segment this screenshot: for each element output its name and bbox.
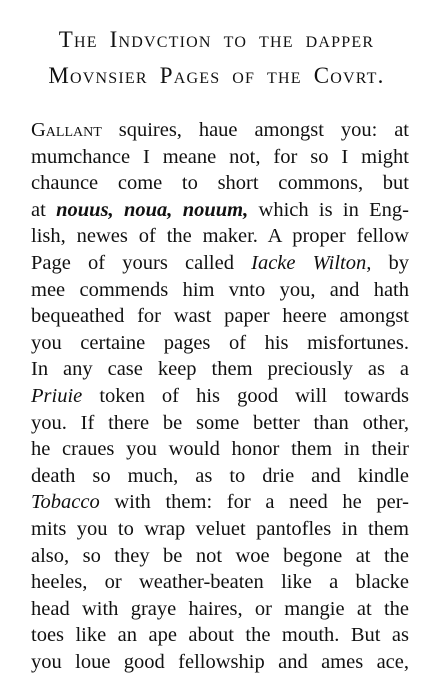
body-text [31, 117, 409, 675]
text-line-5: lish, newes of the maker. A proper fellow [31, 225, 409, 248]
text-line-9: you certaine pages of his misfortunes. [31, 331, 409, 354]
gallant-small-caps: Gallant [31, 119, 102, 141]
text-line-4: at nouus, noua, nouum, which is in Eng- [31, 198, 410, 221]
text-line-13: he craues you would honor them in their [31, 438, 409, 461]
text-line-6: Page of yours called Iacke Wilton, by [31, 251, 410, 274]
text-line-7: mee commends him vnto you, and hath [31, 278, 409, 301]
text-line-15: Tobacco with them: for a need he per- [31, 491, 409, 514]
latin-phrase: nouus, noua, nouum, [56, 198, 249, 221]
word-tobacco: Tobacco [31, 491, 100, 514]
text-line-16: mits you to wrap veluet pantofles in them [31, 517, 409, 540]
text-line-11: Priuie token of his good will towards [31, 384, 409, 407]
text-line-1: Gallant squires, haue amongst you: at [31, 119, 409, 141]
title-line-2: Movnsier Pages of the Covrt. [48, 63, 385, 88]
text-line-21: you loue good fellowship and ames ace, [31, 650, 409, 673]
text-line-8: bequeathed for wast paper heere amongst [31, 305, 409, 328]
text-line-18: heeles, or weather-beaten like a blacke [31, 571, 409, 594]
text-line-14: death so much, as to drie and kindle [31, 464, 409, 487]
name-iacke-wilton: Iacke Wilton, [251, 251, 372, 274]
text-line-17: also, so they be not woe begone at the [31, 544, 409, 567]
word-priuie: Priuie [31, 384, 83, 407]
text-line-10: In any case keep them preciously as a [31, 358, 409, 381]
text-line-2: mumchance I meane not, for so I might [31, 145, 409, 168]
text-line-20: toes like an ape about the mouth. But as [31, 624, 409, 647]
text-line-3: chaunce come to short commons, but [31, 172, 409, 195]
text-line-19: head with graye haires, or mangie at the [31, 597, 409, 620]
title-line-1: The Indvction to the dapper [58, 27, 375, 52]
text-line-12: you. If there be some better than other, [31, 411, 409, 434]
